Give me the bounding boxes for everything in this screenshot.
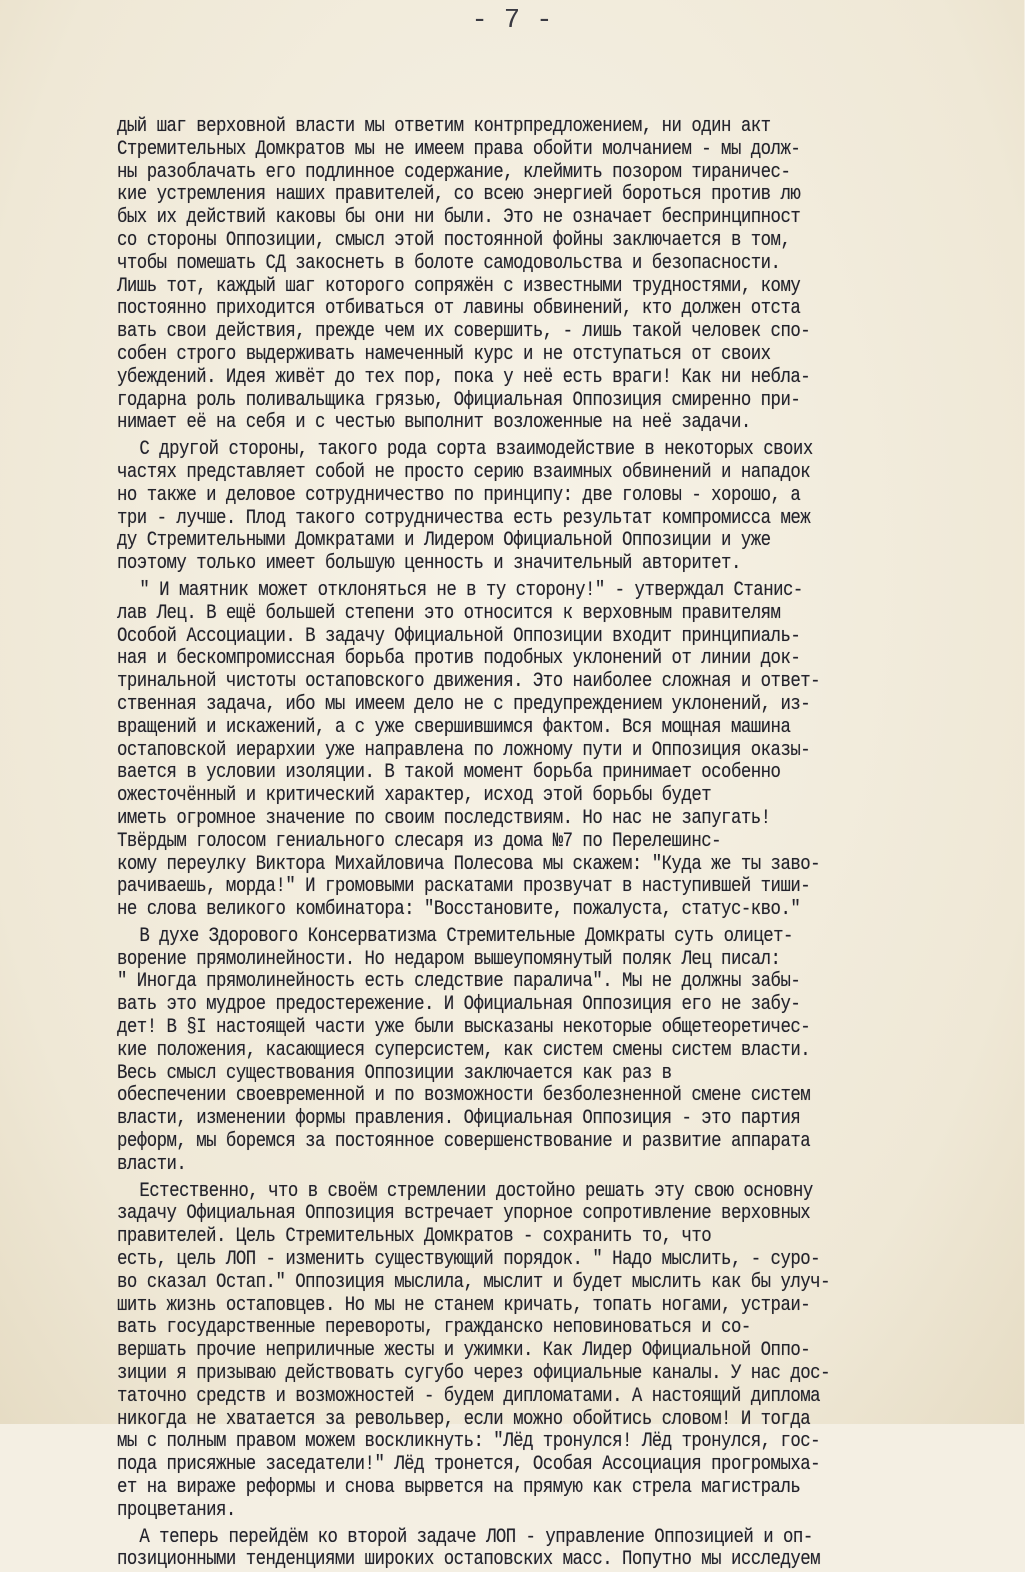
- text-line: вать это мудрое предостережение. И Официальная Оппозиция его не забу-: [117, 993, 801, 1017]
- text-line: со стороны Оппозиции, смысл этой постоянной фойны заключается в том,: [117, 228, 791, 252]
- text-line: пода присяжные заседатели!" Лёд тронется, Особая Ассоциация прогромыха-: [117, 1453, 821, 1477]
- text-line: вращений и искажений, а с уже свершившимся фактом. Вся мощная машина: [117, 715, 791, 739]
- text-line: ны разоблачать его подлинное содержание, клеймить позором тираничес-: [117, 160, 791, 184]
- text-line: годарна роль поливальщика грязью, Официальная Оппозиция смиренно при-: [117, 388, 801, 412]
- text-line: есть, цель ЛОП - изменить существующий порядок. " Надо мыслить, - суро-: [117, 1248, 821, 1272]
- text-line: рачиваешь, морда!" И громовыми раскатами прозвучат в наступившей тиши-: [117, 875, 811, 899]
- text-line: ожесточённый и критический характер, исход этой борьбы будет: [117, 784, 712, 808]
- text-line: " И маятник может отклоняться не в ту сторону!" - утверждал Станис-: [139, 578, 803, 602]
- text-line: бых их действий каковы бы они ни были. Это не означает беспринципност: [117, 206, 801, 230]
- text-line: лав Лец. В ещё большей степени это относится к верховным правителям: [117, 601, 781, 625]
- text-line: ворение прямолинейности. Но недаром вышеупомянутый поляк Лец писал:: [117, 947, 781, 971]
- typed-text-body: [117, 116, 997, 1572]
- text-line: реформ, мы боремся за постоянное совершенствование и развитие аппарата: [117, 1130, 811, 1154]
- text-line: постоянно приходится отбиваться от лавины обвинений, кто должен отста: [117, 297, 801, 321]
- text-line: кие устремления наших правителей, со всею энергией бороться против лю: [117, 183, 801, 207]
- text-line: остаповской иерархии уже направлена по ложному пути и Оппозиция оказы-: [117, 738, 811, 762]
- text-line: иметь огромное значение по своим последствиям. Но нас не запугать!: [117, 806, 771, 830]
- text-line: собен строго выдерживать намеченный курс и не отступаться от своих: [117, 342, 771, 366]
- text-line: власти.: [117, 1152, 187, 1176]
- text-line: дый шаг верховной власти мы ответим контрпредложением, ни один акт: [117, 115, 771, 138]
- text-line: В духе Здорового Консерватизма Стремительные Домкраты суть олицет-: [139, 924, 793, 948]
- text-line: вать свои действия, прежде чем их совершить, - лишь такой человек спо-: [117, 320, 811, 344]
- text-line: вершать прочие неприличные жесты и ужимки. Как Лидер Официальной Оппо-: [117, 1339, 811, 1363]
- text-line: мы с полным правом можем воскликнуть: "Лёд тронулся! Лёд тронулся, гос-: [117, 1430, 821, 1454]
- text-line: вается в условии изоляции. В такой момент борьба принимает особенно: [117, 761, 781, 785]
- text-line: нимает её на себя и с честью выполнит возложенные на неё задачи.: [117, 411, 751, 435]
- text-line: " Иногда прямолинейность есть следствие паралича". Мы не должны забы-: [117, 970, 801, 994]
- text-line: задачу Официальная Оппозиция встречает упорное сопротивление верховных: [117, 1202, 811, 1226]
- text-line: убеждений. Идея живёт до тех пор, пока у неё есть враги! Как ни небла-: [117, 365, 811, 389]
- text-line: кие положения, касающиеся суперсистем, как систем смены систем власти.: [117, 1038, 811, 1062]
- text-line: ду Стремительными Домкратами и Лидером Официальной Оппозиции и уже: [117, 529, 771, 553]
- text-line: позиционными тенденциями широких остаповских масс. Попутно мы исследуем: [117, 1548, 821, 1572]
- text-line: не слова великого комбинатора: "Восстановите, пожалуста, статус-кво.": [117, 898, 801, 922]
- text-line: правителей. Цель Стремительных Домкратов - сохранить то, что: [117, 1225, 712, 1249]
- text-line: Весь смысл существования Оппозиции заключается как раз в: [117, 1061, 672, 1085]
- text-line: ная и бескомпромиссная борьба против подобных уклонений от линии док-: [117, 647, 801, 671]
- text-line: вать государственные перевороты, гражданско неповиноваться и со-: [117, 1316, 751, 1340]
- text-line: зиции я призываю действовать сугубо через официальные каналы. У нас дос-: [117, 1362, 830, 1386]
- text-line: поэтому только имеет большую ценность и значительный авторитет.: [117, 552, 741, 576]
- text-line: ственная задача, ибо мы имеем дело не с предупреждением уклонений, из-: [117, 692, 811, 716]
- text-line: Стремительных Домкратов мы не имеем права обойти молчанием - мы долж-: [117, 137, 801, 161]
- text-line: обеспечении своевременной и по возможности безболезненной смене систем: [117, 1084, 811, 1108]
- page-number: - 7 -: [471, 6, 553, 36]
- text-line: во сказал Остап." Оппозиция мыслила, мыслит и будет мыслить как бы улуч-: [117, 1270, 830, 1294]
- text-line: Лишь тот, каждый шаг которого сопряжён с известными трудностями, кому: [117, 274, 801, 298]
- text-line: шить жизнь остаповцев. Но мы не станем кричать, топать ногами, устраи-: [117, 1293, 811, 1317]
- text-line: тринальной чистоты остаповского движения. Это наиболее сложная и ответ-: [117, 670, 821, 694]
- text-line: три - лучше. Плод такого сотрудничества есть результат компромисса меж: [117, 506, 811, 530]
- text-line: власти, изменении формы правления. Официальная Оппозиция - это партия: [117, 1107, 801, 1131]
- text-line: процветания.: [117, 1498, 236, 1522]
- text-line: но также и деловое сотрудничество по принципу: две головы - хорошо, а: [117, 483, 801, 507]
- text-line: С другой стороны, такого рода сорта взаимодействие в некоторых своих: [139, 438, 813, 462]
- text-line: кому переулку Виктора Михайловича Полесова мы скажем: "Куда же ты заво-: [117, 852, 821, 876]
- text-line: Особой Ассоциации. В задачу Официальной Оппозиции входит принципиаль-: [117, 624, 801, 648]
- text-line: таточно средств и возможностей - будем дипломатами. А настоящий диплома: [117, 1384, 821, 1408]
- text-line: А теперь перейдём ко второй задаче ЛОП - управление Оппозицией и оп-: [139, 1525, 813, 1549]
- text-line: ет на вираже реформы и снова вырвется на прямую как стрела магистраль: [117, 1476, 801, 1500]
- text-line: никогда не хватается за револьвер, если можно обойтись словом! И тогда: [117, 1407, 811, 1431]
- text-line: чтобы помешать СД закоснеть в болоте самодовольства и безопасности.: [117, 251, 781, 275]
- text-line: дет! В §I настоящей части уже были высказаны некоторые общетеоретичес-: [117, 1016, 811, 1040]
- text-line: Твёрдым голосом гениального слесаря из дома №7 по Перелешинс-: [117, 829, 722, 853]
- text-line: Естественно, что в своём стремлении достойно решать эту свою основну: [139, 1179, 813, 1203]
- text-line: частях представляет собой не просто серию взаимных обвинений и нападок: [117, 460, 811, 484]
